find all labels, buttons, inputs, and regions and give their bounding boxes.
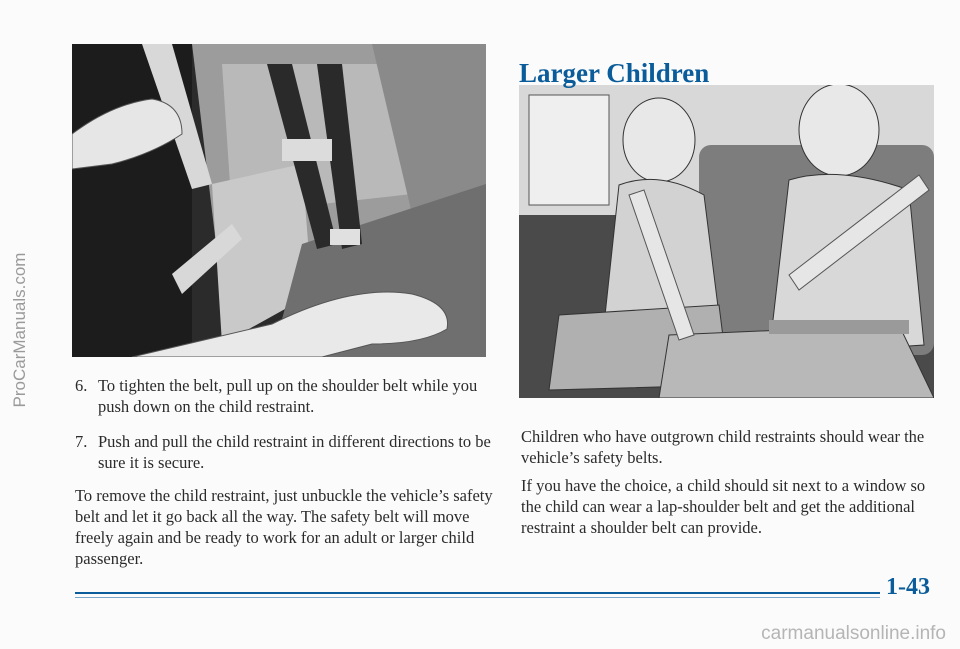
larger-children-drawing <box>519 85 934 398</box>
step-number: 7. <box>75 432 88 451</box>
child-restraint-drawing <box>72 44 486 357</box>
step-text: To tighten the belt, pull up on the shoulder belt while you push down on the child restraint. <box>98 376 478 416</box>
window-seat-paragraph: If you have the choice, a child should sit next to a window so the child can wear a lap-shoulder belt and get the additional restraint a shoulder belt can provide. <box>521 476 926 537</box>
step-7 <box>75 431 495 473</box>
step-number: 6. <box>75 376 88 395</box>
remove-restraint-paragraph: To remove the child restraint, just unbuckle the vehicle’s safety belt and let it go back all the way. The safety belt will move freely again and be ready to work for an adult or larger child passenger. <box>75 486 493 568</box>
outgrown-restraints-paragraph: Children who have outgrown child restraints should wear the vehicle’s safety belts. <box>521 427 925 467</box>
footer-rule-thin <box>75 597 880 598</box>
child-restraint-illustration <box>72 44 486 357</box>
larger-children-illustration <box>519 85 934 398</box>
footer-watermark: carmanualsonline.info <box>761 623 946 644</box>
page-number: 1-43 <box>886 574 930 600</box>
footer-rule <box>75 592 880 594</box>
side-watermark <box>0 0 40 649</box>
step-6 <box>75 375 495 417</box>
step-text: Push and pull the child restraint in different directions to be sure it is secure. <box>98 432 491 472</box>
side-watermark-text: ProCarManuals.com <box>10 252 29 408</box>
section-heading: Larger Children <box>519 58 710 88</box>
